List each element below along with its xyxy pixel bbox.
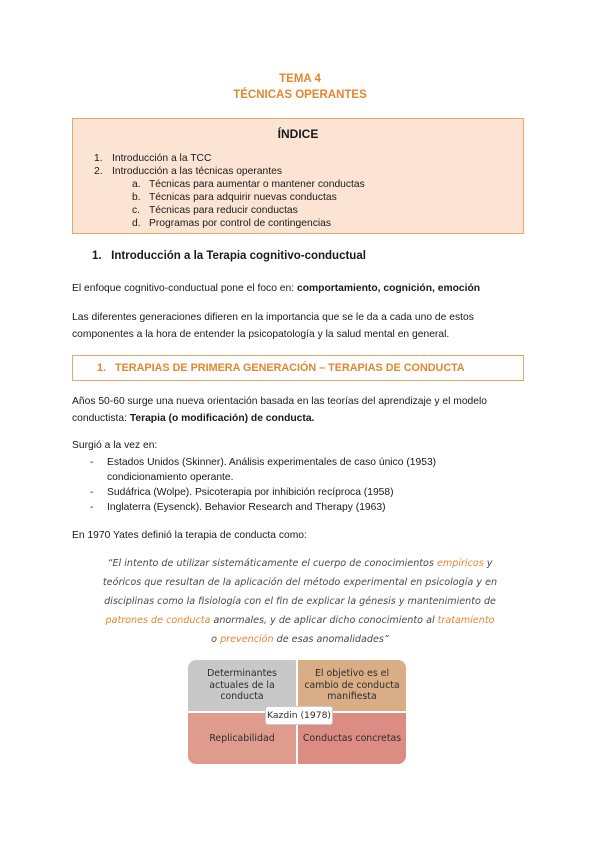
index-subitem: Técnicas para reducir conductas <box>149 205 298 216</box>
index-item-num: 1. <box>94 153 103 164</box>
diagram-center-label: Kazdin (1978) <box>265 706 333 725</box>
diagram-cell-replicability: Replicabilidad <box>188 713 296 764</box>
index-subitem: Técnicas para adquirir nuevas conductas <box>149 192 337 203</box>
paragraph-bold: comportamiento, cognición, emoción <box>296 283 481 294</box>
paragraph-line <box>72 410 314 427</box>
index-subitem-letter: b. <box>132 192 141 203</box>
index-subitem-letter: c. <box>132 205 141 216</box>
diagram-cell-behavior-change: El objetivo es el cambio de conducta manifiesta <box>298 660 406 711</box>
index-box <box>72 118 524 234</box>
quote-highlight: patrones de conducta <box>105 615 211 626</box>
index-title: ÍNDICE <box>277 127 319 141</box>
diagram-cell-current-determinants: Determinantes actuales de la conducta <box>188 660 296 711</box>
quote-highlight: empíricos <box>436 558 484 569</box>
quote-highlight: prevención <box>220 634 274 645</box>
bullet-marker: - <box>90 457 94 468</box>
index-item: Introducción a la TCC <box>112 153 212 164</box>
quote-text: y <box>483 558 493 569</box>
bullet-item-cont: condicionamiento operante. <box>107 472 234 483</box>
bullet-marker: - <box>90 502 94 513</box>
paragraph-line: En 1970 Yates definió la terapia de conducta como: <box>72 530 307 541</box>
topic-title: TÉCNICAS OPERANTES <box>233 89 367 101</box>
paragraph-bold: Terapia (o modificación) de conducta. <box>129 413 315 424</box>
paragraph-text: El enfoque cognitivo-conductual pone el foco en: <box>72 283 297 294</box>
diagram-cell-concrete-behaviors: Conductas concretas <box>298 713 406 764</box>
quote-text: anormales, y de aplicar dicho conocimiento al <box>210 615 438 626</box>
paragraph-text: conductista: <box>72 413 130 424</box>
index-subitem: Técnicas para aumentar o mantener conductas <box>149 179 365 190</box>
section-box-title: 1. TERAPIAS DE PRIMERA GENERACIÓN – TERAPIAS DE CONDUCTA <box>97 362 465 374</box>
quote-text: de esas anomalidades” <box>273 634 389 645</box>
quote-line <box>100 630 500 649</box>
topic-number: TEMA 4 <box>279 73 321 85</box>
quote-text: “El intento de utilizar sistemáticamente el cuerpo de conocimientos <box>107 558 437 569</box>
index-subitem-letter: a. <box>132 179 141 190</box>
paragraph-focus <box>72 280 480 297</box>
bullet-item: Sudáfrica (Wolpe). Psicoterapia por inhibición recíproca (1958) <box>107 487 394 498</box>
quote-line: disciplinas como la fisiología con el fin de explicar la génesis y mantenimiento de <box>104 596 496 607</box>
quote-highlight: tratamiento <box>437 615 495 626</box>
quote-text: o <box>211 634 221 645</box>
index-subitem-letter: d. <box>132 218 141 229</box>
paragraph-line: Las diferentes generaciones difieren en la importancia que se le da a cada uno de estos <box>72 312 474 323</box>
section-heading: 1. Introducción a la Terapia cognitivo-conductual <box>92 250 366 262</box>
paragraph-line: Surgió a la vez en: <box>72 440 158 451</box>
kazdin-diagram <box>188 660 408 766</box>
section-box <box>72 355 524 381</box>
quote-line <box>100 554 500 573</box>
index-item-num: 2. <box>94 166 103 177</box>
bullet-item: Inglaterra (Eysenck). Behavior Research and Therapy (1963) <box>107 502 386 513</box>
bullet-marker: - <box>90 487 94 498</box>
paragraph-line: componentes a la hora de entender la psicopatología y la salud mental en general. <box>72 329 450 340</box>
paragraph-line: Años 50-60 surge una nueva orientación basada en las teorías del aprendizaje y el modelo <box>72 396 488 407</box>
index-item: Introducción a las técnicas operantes <box>112 166 282 177</box>
bullet-item: Estados Unidos (Skinner). Análisis experimentales de caso único (1953) <box>107 457 437 468</box>
quote-line: teóricos que resultan de la aplicación del método experimental en psicología y en <box>102 577 498 588</box>
quote-line <box>100 611 500 630</box>
index-subitem: Programas por control de contingencias <box>149 218 332 229</box>
